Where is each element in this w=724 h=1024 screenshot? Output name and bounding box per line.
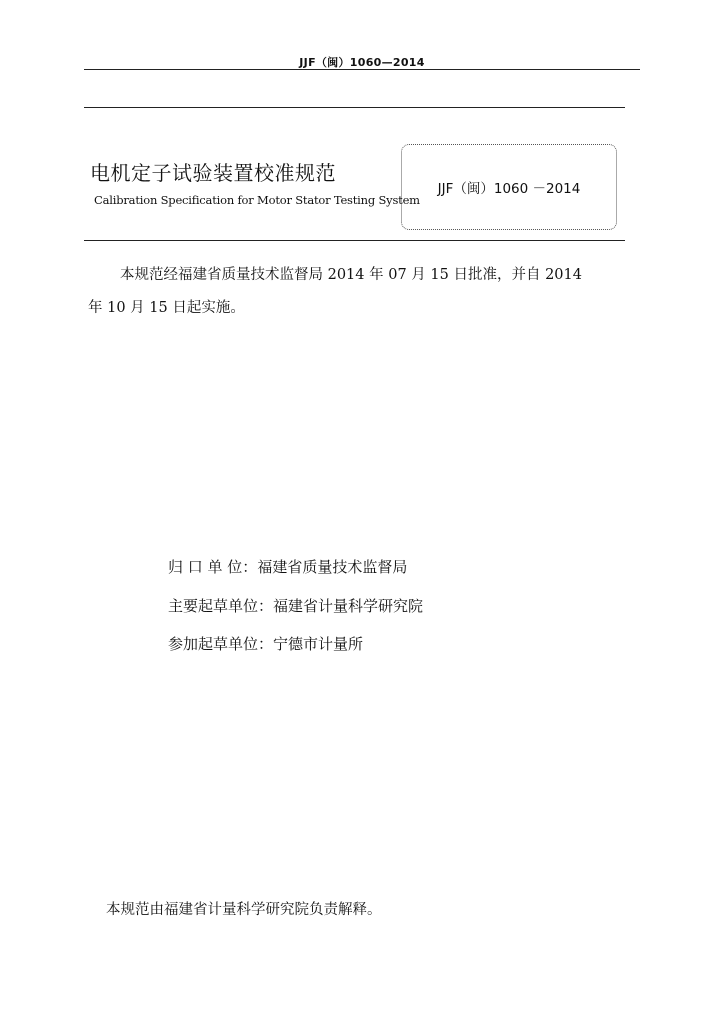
organization-row-participating-drafter [168, 633, 363, 654]
specification-code: JJF（闽）1060 －2014 [437, 181, 581, 197]
running-header: JJF（闽）1060—2014 [299, 56, 425, 69]
document-title-chinese: 电机定子试验装置校准规范 [90, 161, 336, 185]
organization-value: 宁德市计量所 [273, 635, 364, 653]
header-rule [84, 69, 640, 70]
organization-row-responsible [168, 556, 407, 577]
document-title-english: Calibration Specification for Motor Stator Testing System [94, 193, 420, 207]
organization-value: 福建省计量科学研究院 [273, 597, 424, 615]
organization-label: 参加起草单位： [168, 635, 274, 653]
organization-label: 主要起草单位： [168, 597, 274, 615]
organization-row-main-drafter [168, 595, 423, 616]
organization-value: 福建省质量技术监督局 [257, 558, 408, 576]
interpretation-note: 本规范由福建省计量科学研究院负责解释。 [106, 902, 382, 918]
title-block-bottom-rule [84, 240, 625, 241]
approval-statement-line-1: 本规范经福建省质量技术监督局 2014 年 07 月 15 日批准，并自 2014 [120, 267, 582, 283]
organization-label: 归 口 单 位： [168, 558, 258, 576]
title-block-top-rule [84, 107, 625, 108]
approval-statement-line-2: 年 10 月 15 日起实施。 [88, 300, 245, 316]
